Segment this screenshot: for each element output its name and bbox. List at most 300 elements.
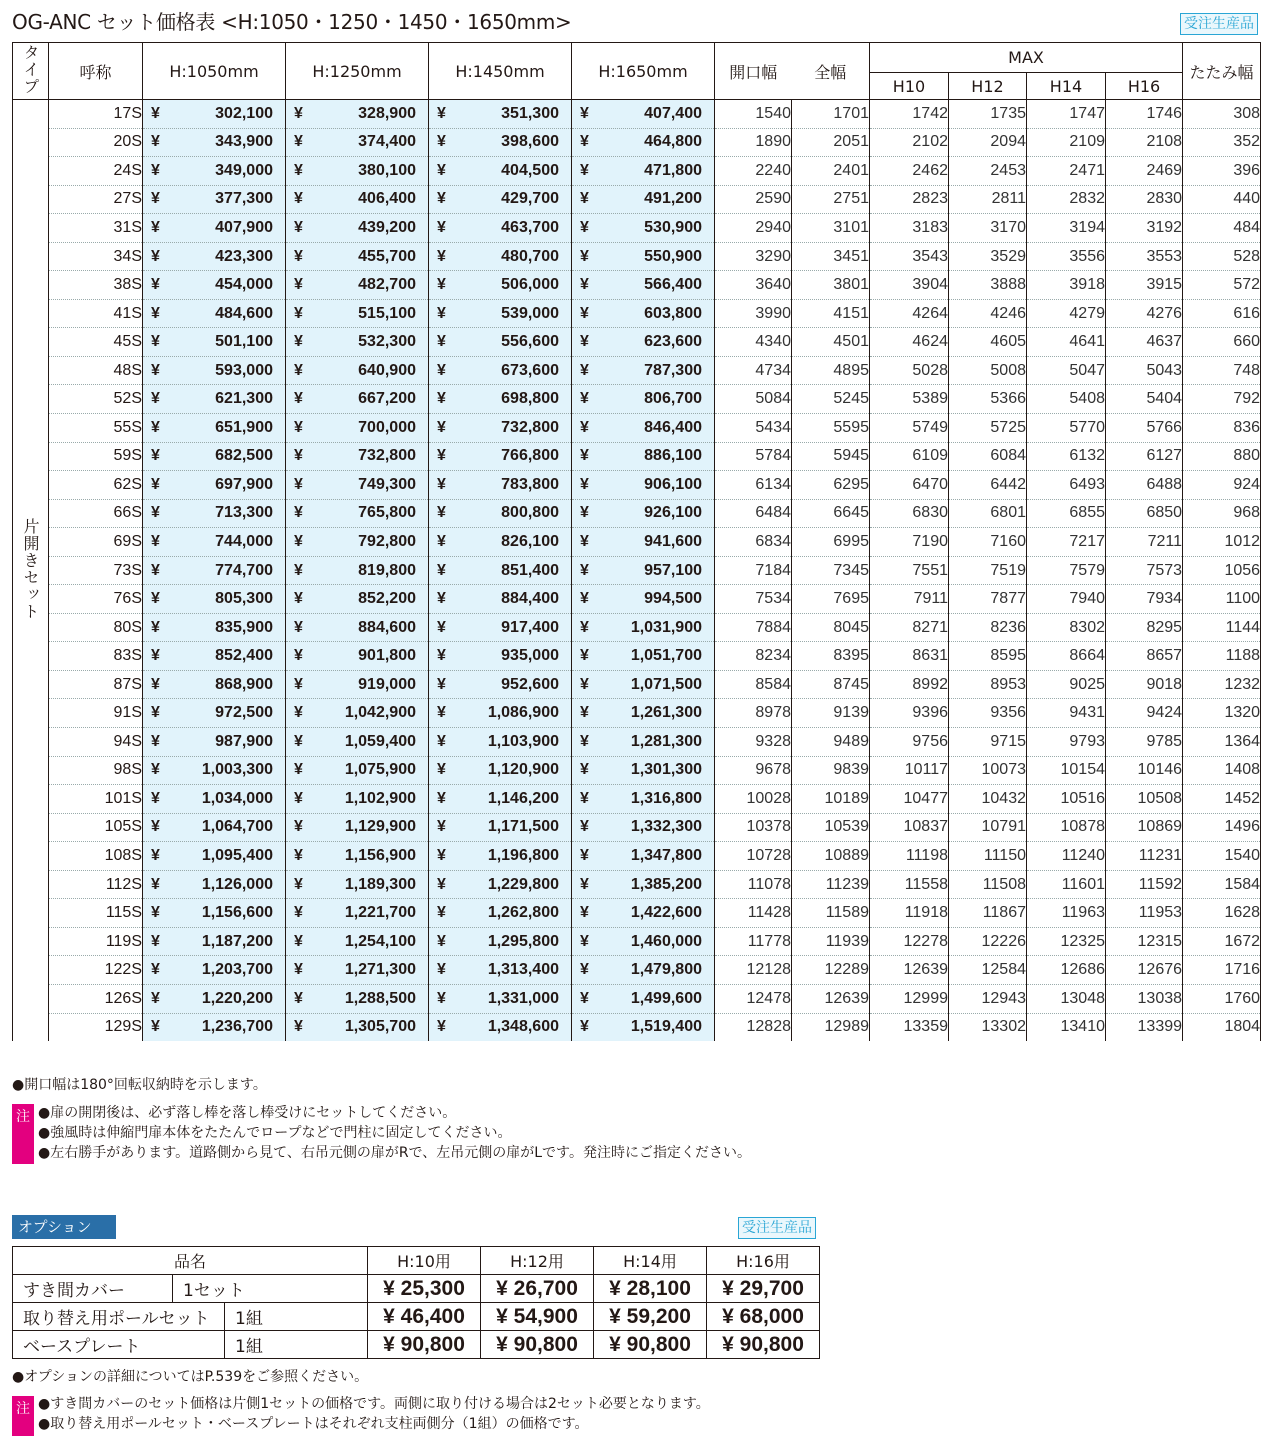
table-row: [13, 271, 1261, 300]
price-cell: [143, 785, 286, 814]
price-value: 1,295,800: [487, 932, 559, 950]
folded-width: 924: [1183, 471, 1261, 500]
price-cell: [572, 585, 715, 614]
price-cell: [429, 471, 572, 500]
price-value: 1,051,700: [630, 647, 702, 665]
yen-sign: ¥: [437, 789, 446, 807]
price-value: 884,600: [358, 618, 416, 636]
price-value: 1,385,200: [630, 875, 702, 893]
price-cell: [143, 556, 286, 585]
max-h14: 5047: [1027, 356, 1106, 385]
price-cell: [286, 299, 429, 328]
price-cell: [429, 185, 572, 214]
model-name: 122S: [49, 956, 143, 985]
yen-sign: ¥: [437, 304, 446, 322]
price-cell: [143, 956, 286, 985]
price-cell: [572, 927, 715, 956]
price-cell: [572, 299, 715, 328]
yen-sign: ¥: [437, 675, 446, 693]
option-notes-list: [38, 1394, 710, 1434]
table-row: [13, 499, 1261, 528]
max-h10: 11558: [870, 870, 949, 899]
price-cell: [429, 785, 572, 814]
price-cell: [429, 613, 572, 642]
yen-sign: ¥: [437, 161, 446, 179]
option-note-marker: 注: [12, 1396, 34, 1436]
price-cell: [143, 128, 286, 157]
option-header-h10: H:10用: [368, 1247, 481, 1275]
opening-width: 1540: [715, 100, 792, 129]
folded-width: 1804: [1183, 1013, 1261, 1041]
price-value: 952,600: [501, 675, 559, 693]
price-cell: [143, 214, 286, 243]
yen-sign: ¥: [294, 133, 303, 151]
total-width: 9839: [792, 756, 870, 785]
max-h12: 12584: [949, 956, 1027, 985]
table-row: [13, 385, 1261, 414]
price-value: 994,500: [644, 590, 702, 608]
table-row: [13, 442, 1261, 471]
max-h14: 11963: [1027, 899, 1106, 928]
price-cell: [572, 328, 715, 357]
yen-sign: ¥: [151, 647, 160, 665]
opening-width: 3290: [715, 242, 792, 271]
price-value: 1,460,000: [630, 932, 702, 950]
header-h10: H10: [870, 73, 949, 100]
price-value: 1,042,900: [344, 704, 416, 722]
max-h16: 5043: [1106, 356, 1183, 385]
price-cell: [429, 642, 572, 671]
price-cell: [286, 471, 429, 500]
price-cell: [572, 356, 715, 385]
yen-sign: ¥: [294, 276, 303, 294]
price-cell: [572, 1013, 715, 1041]
model-name: 119S: [49, 927, 143, 956]
price-value: 906,100: [644, 475, 702, 493]
yen-sign: ¥: [437, 361, 446, 379]
max-h16: 9018: [1106, 670, 1183, 699]
max-h14: 13410: [1027, 1013, 1106, 1041]
price-value: 506,000: [501, 276, 559, 294]
price-cell: [143, 699, 286, 728]
price-cell: [572, 414, 715, 443]
yen-sign: ¥: [294, 818, 303, 836]
opening-width: 12128: [715, 956, 792, 985]
price-value: 1,171,500: [487, 818, 559, 836]
table-row: [13, 214, 1261, 243]
max-h12: 6084: [949, 442, 1027, 471]
max-h12: 11508: [949, 870, 1027, 899]
folded-width: 352: [1183, 128, 1261, 157]
yen-sign: ¥: [580, 675, 589, 693]
folded-width: 528: [1183, 242, 1261, 271]
price-cell: [429, 299, 572, 328]
max-h14: 9431: [1027, 699, 1106, 728]
max-h14: 5770: [1027, 414, 1106, 443]
folded-width: 1320: [1183, 699, 1261, 728]
yen-sign: ¥: [151, 447, 160, 465]
max-h14: 12325: [1027, 927, 1106, 956]
price-cell: [572, 128, 715, 157]
max-h10: 8631: [870, 642, 949, 671]
max-h16: 13399: [1106, 1013, 1183, 1041]
yen-sign: ¥: [151, 675, 160, 693]
max-h14: 7217: [1027, 528, 1106, 557]
price-cell: [286, 328, 429, 357]
price-value: 351,300: [501, 104, 559, 122]
price-value: 1,519,400: [630, 1018, 702, 1036]
price-value: 713,300: [215, 504, 273, 522]
yen-sign: ¥: [151, 875, 160, 893]
price-value: 1,126,000: [201, 875, 273, 893]
opening-width: 9328: [715, 728, 792, 757]
yen-sign: ¥: [580, 647, 589, 665]
max-h10: 12999: [870, 984, 949, 1013]
yen-sign: ¥: [437, 818, 446, 836]
yen-sign: ¥: [580, 447, 589, 465]
price-value: 1,229,800: [487, 875, 559, 893]
price-cell: [286, 528, 429, 557]
table-row: [13, 471, 1261, 500]
folded-width: 836: [1183, 414, 1261, 443]
option-price-h14: ¥ 59,200: [594, 1303, 707, 1331]
price-cell: [286, 556, 429, 585]
yen-sign: ¥: [437, 133, 446, 151]
yen-sign: ¥: [437, 104, 446, 122]
header-type: タイプ: [13, 43, 49, 100]
yen-sign: ¥: [151, 961, 160, 979]
price-value: 852,200: [358, 590, 416, 608]
price-value: 1,102,900: [344, 789, 416, 807]
max-h14: 4641: [1027, 328, 1106, 357]
price-value: 774,700: [215, 561, 273, 579]
price-cell: [572, 499, 715, 528]
max-h16: 3553: [1106, 242, 1183, 271]
yen-sign: ¥: [294, 190, 303, 208]
yen-sign: ¥: [580, 932, 589, 950]
price-value: 851,400: [501, 561, 559, 579]
price-cell: [429, 242, 572, 271]
yen-sign: ¥: [437, 904, 446, 922]
price-value: 673,600: [501, 361, 559, 379]
option-price-h10: ¥ 25,300: [368, 1275, 481, 1303]
price-value: 1,064,700: [201, 818, 273, 836]
yen-sign: ¥: [437, 532, 446, 550]
price-value: 682,500: [215, 447, 273, 465]
max-h12: 8953: [949, 670, 1027, 699]
option-name: すき間カバー: [13, 1275, 173, 1303]
folded-width: 1144: [1183, 613, 1261, 642]
price-value: 732,800: [501, 418, 559, 436]
price-cell: [429, 385, 572, 414]
yen-sign: ¥: [294, 475, 303, 493]
total-width: 6295: [792, 471, 870, 500]
price-cell: [429, 271, 572, 300]
table-row: [13, 756, 1261, 785]
price-cell: [572, 699, 715, 728]
price-cell: [572, 385, 715, 414]
price-cell: [143, 271, 286, 300]
yen-sign: ¥: [151, 133, 160, 151]
price-value: 1,129,900: [344, 818, 416, 836]
price-cell: [429, 670, 572, 699]
max-h12: 10791: [949, 813, 1027, 842]
opening-width: 6484: [715, 499, 792, 528]
price-cell: [429, 328, 572, 357]
total-width: 6995: [792, 528, 870, 557]
yen-sign: ¥: [580, 590, 589, 608]
folded-width: 1584: [1183, 870, 1261, 899]
max-h16: 7211: [1106, 528, 1183, 557]
price-value: 700,000: [358, 418, 416, 436]
price-value: 484,600: [215, 304, 273, 322]
max-h12: 6442: [949, 471, 1027, 500]
folded-width: 1012: [1183, 528, 1261, 557]
yen-sign: ¥: [151, 590, 160, 608]
yen-sign: ¥: [580, 276, 589, 294]
yen-sign: ¥: [437, 961, 446, 979]
max-h10: 11198: [870, 842, 949, 871]
total-width: 8395: [792, 642, 870, 671]
table-row: [13, 185, 1261, 214]
opening-width: 4734: [715, 356, 792, 385]
max-h12: 2453: [949, 157, 1027, 186]
folded-width: 1540: [1183, 842, 1261, 871]
price-value: 406,400: [358, 190, 416, 208]
price-value: 1,003,300: [201, 761, 273, 779]
yen-sign: ¥: [294, 304, 303, 322]
max-h12: 8595: [949, 642, 1027, 671]
price-cell: [143, 1013, 286, 1041]
price-value: 1,236,700: [201, 1018, 273, 1036]
max-h10: 4264: [870, 299, 949, 328]
total-width: 3801: [792, 271, 870, 300]
yen-sign: ¥: [294, 647, 303, 665]
folded-width: 880: [1183, 442, 1261, 471]
price-value: 766,800: [501, 447, 559, 465]
price-cell: [429, 585, 572, 614]
max-h12: 12226: [949, 927, 1027, 956]
price-value: 482,700: [358, 276, 416, 294]
price-value: 901,800: [358, 647, 416, 665]
price-cell: [143, 185, 286, 214]
option-header-item: 品名: [13, 1247, 368, 1275]
folded-width: 660: [1183, 328, 1261, 357]
max-h16: 8657: [1106, 642, 1183, 671]
price-cell: [429, 699, 572, 728]
max-h14: 8664: [1027, 642, 1106, 671]
total-width: 12989: [792, 1013, 870, 1041]
yen-sign: ¥: [580, 390, 589, 408]
price-cell: [429, 956, 572, 985]
option-price-h10: ¥ 90,800: [368, 1331, 481, 1359]
max-h16: 10146: [1106, 756, 1183, 785]
opening-width: 6134: [715, 471, 792, 500]
total-width: 1701: [792, 100, 870, 129]
model-name: 87S: [49, 670, 143, 699]
price-cell: [143, 414, 286, 443]
price-value: 1,075,900: [344, 761, 416, 779]
price-cell: [572, 242, 715, 271]
total-width: 9139: [792, 699, 870, 728]
price-value: 515,100: [358, 304, 416, 322]
folded-width: 308: [1183, 100, 1261, 129]
total-width: 6645: [792, 499, 870, 528]
price-value: 1,187,200: [201, 932, 273, 950]
max-h10: 2462: [870, 157, 949, 186]
max-h16: 13038: [1106, 984, 1183, 1013]
price-value: 532,300: [358, 333, 416, 351]
option-header-h14: H:14用: [594, 1247, 707, 1275]
price-value: 1,146,200: [487, 789, 559, 807]
note-item: ●扉の開閉後は、必ず落し棒を落し棒受けにセットしてください。: [38, 1105, 457, 1121]
yen-sign: ¥: [437, 447, 446, 465]
opening-width: 1890: [715, 128, 792, 157]
price-cell: [286, 499, 429, 528]
max-h14: 6493: [1027, 471, 1106, 500]
price-value: 972,500: [215, 704, 273, 722]
price-value: 787,300: [644, 361, 702, 379]
yen-sign: ¥: [294, 361, 303, 379]
option-unit: 1組: [225, 1331, 368, 1359]
price-value: 621,300: [215, 390, 273, 408]
option-name: 取り替え用ポールセット: [13, 1303, 225, 1331]
price-value: 1,120,900: [487, 761, 559, 779]
price-cell: [286, 813, 429, 842]
price-value: 623,600: [644, 333, 702, 351]
total-width: 2051: [792, 128, 870, 157]
max-h16: 6488: [1106, 471, 1183, 500]
table-row: [13, 870, 1261, 899]
header-h1650: H:1650mm: [572, 43, 715, 100]
price-cell: [572, 271, 715, 300]
total-width: 3451: [792, 242, 870, 271]
yen-sign: ¥: [580, 846, 589, 864]
price-value: 463,700: [501, 218, 559, 236]
price-cell: [143, 442, 286, 471]
yen-sign: ¥: [151, 532, 160, 550]
header-folded: たたみ幅: [1183, 43, 1261, 100]
yen-sign: ¥: [580, 361, 589, 379]
max-h12: 9715: [949, 728, 1027, 757]
price-cell: [429, 528, 572, 557]
model-name: 112S: [49, 870, 143, 899]
yen-sign: ¥: [437, 561, 446, 579]
price-cell: [572, 613, 715, 642]
max-h14: 4279: [1027, 299, 1106, 328]
yen-sign: ¥: [294, 532, 303, 550]
max-h12: 10432: [949, 785, 1027, 814]
price-value: 1,499,600: [630, 989, 702, 1007]
yen-sign: ¥: [580, 418, 589, 436]
total-width: 7345: [792, 556, 870, 585]
opening-width: 12478: [715, 984, 792, 1013]
table-row: [13, 785, 1261, 814]
total-width: 12289: [792, 956, 870, 985]
price-cell: [429, 813, 572, 842]
price-value: 744,000: [215, 532, 273, 550]
price-cell: [143, 528, 286, 557]
folded-width: 1056: [1183, 556, 1261, 585]
yen-sign: ¥: [294, 761, 303, 779]
price-cell: [286, 442, 429, 471]
price-value: 1,479,800: [630, 961, 702, 979]
max-h14: 7579: [1027, 556, 1106, 585]
table-row: [13, 642, 1261, 671]
option-header-h16: H:16用: [707, 1247, 820, 1275]
total-width: 11239: [792, 870, 870, 899]
made-to-order-badge: 受注生産品: [1180, 13, 1258, 35]
price-value: 407,400: [644, 104, 702, 122]
total-width: 10189: [792, 785, 870, 814]
price-cell: [429, 100, 572, 129]
price-value: 1,220,200: [201, 989, 273, 1007]
model-name: 45S: [49, 328, 143, 357]
option-price-h14: ¥ 28,100: [594, 1275, 707, 1303]
table-row: [13, 414, 1261, 443]
yen-sign: ¥: [580, 1018, 589, 1036]
option-heading: オプション: [12, 1215, 116, 1239]
yen-sign: ¥: [437, 475, 446, 493]
yen-sign: ¥: [580, 104, 589, 122]
option-price-h16: ¥ 68,000: [707, 1303, 820, 1331]
max-h10: 10477: [870, 785, 949, 814]
yen-sign: ¥: [580, 618, 589, 636]
price-cell: [572, 813, 715, 842]
price-cell: [143, 899, 286, 928]
price-cell: [143, 842, 286, 871]
max-h12: 2094: [949, 128, 1027, 157]
yen-sign: ¥: [151, 418, 160, 436]
table-row: [13, 699, 1261, 728]
total-width: 5245: [792, 385, 870, 414]
max-h14: 12686: [1027, 956, 1106, 985]
table-row: [13, 1013, 1261, 1041]
yen-sign: ¥: [437, 647, 446, 665]
price-cell: [572, 556, 715, 585]
yen-sign: ¥: [151, 390, 160, 408]
opening-width: 11078: [715, 870, 792, 899]
max-h16: 10508: [1106, 785, 1183, 814]
price-value: 328,900: [358, 104, 416, 122]
price-cell: [429, 842, 572, 871]
total-width: 2401: [792, 157, 870, 186]
option-unit: 1セット: [173, 1275, 368, 1303]
option-price-h12: ¥ 54,900: [481, 1303, 594, 1331]
price-value: 343,900: [215, 133, 273, 151]
price-value: 1,301,300: [630, 761, 702, 779]
price-value: 919,000: [358, 675, 416, 693]
price-value: 783,800: [501, 475, 559, 493]
price-cell: [143, 385, 286, 414]
yen-sign: ¥: [580, 761, 589, 779]
opening-width: 8584: [715, 670, 792, 699]
model-name: 101S: [49, 785, 143, 814]
max-h10: 2823: [870, 185, 949, 214]
max-h16: 7573: [1106, 556, 1183, 585]
note-marker: 注: [12, 1104, 34, 1164]
yen-sign: ¥: [151, 218, 160, 236]
max-h12: 7519: [949, 556, 1027, 585]
price-cell: [572, 899, 715, 928]
yen-sign: ¥: [580, 989, 589, 1007]
model-name: 48S: [49, 356, 143, 385]
folded-width: 572: [1183, 271, 1261, 300]
price-cell: [572, 670, 715, 699]
max-h14: 10516: [1027, 785, 1106, 814]
model-name: 55S: [49, 414, 143, 443]
max-h10: 5028: [870, 356, 949, 385]
